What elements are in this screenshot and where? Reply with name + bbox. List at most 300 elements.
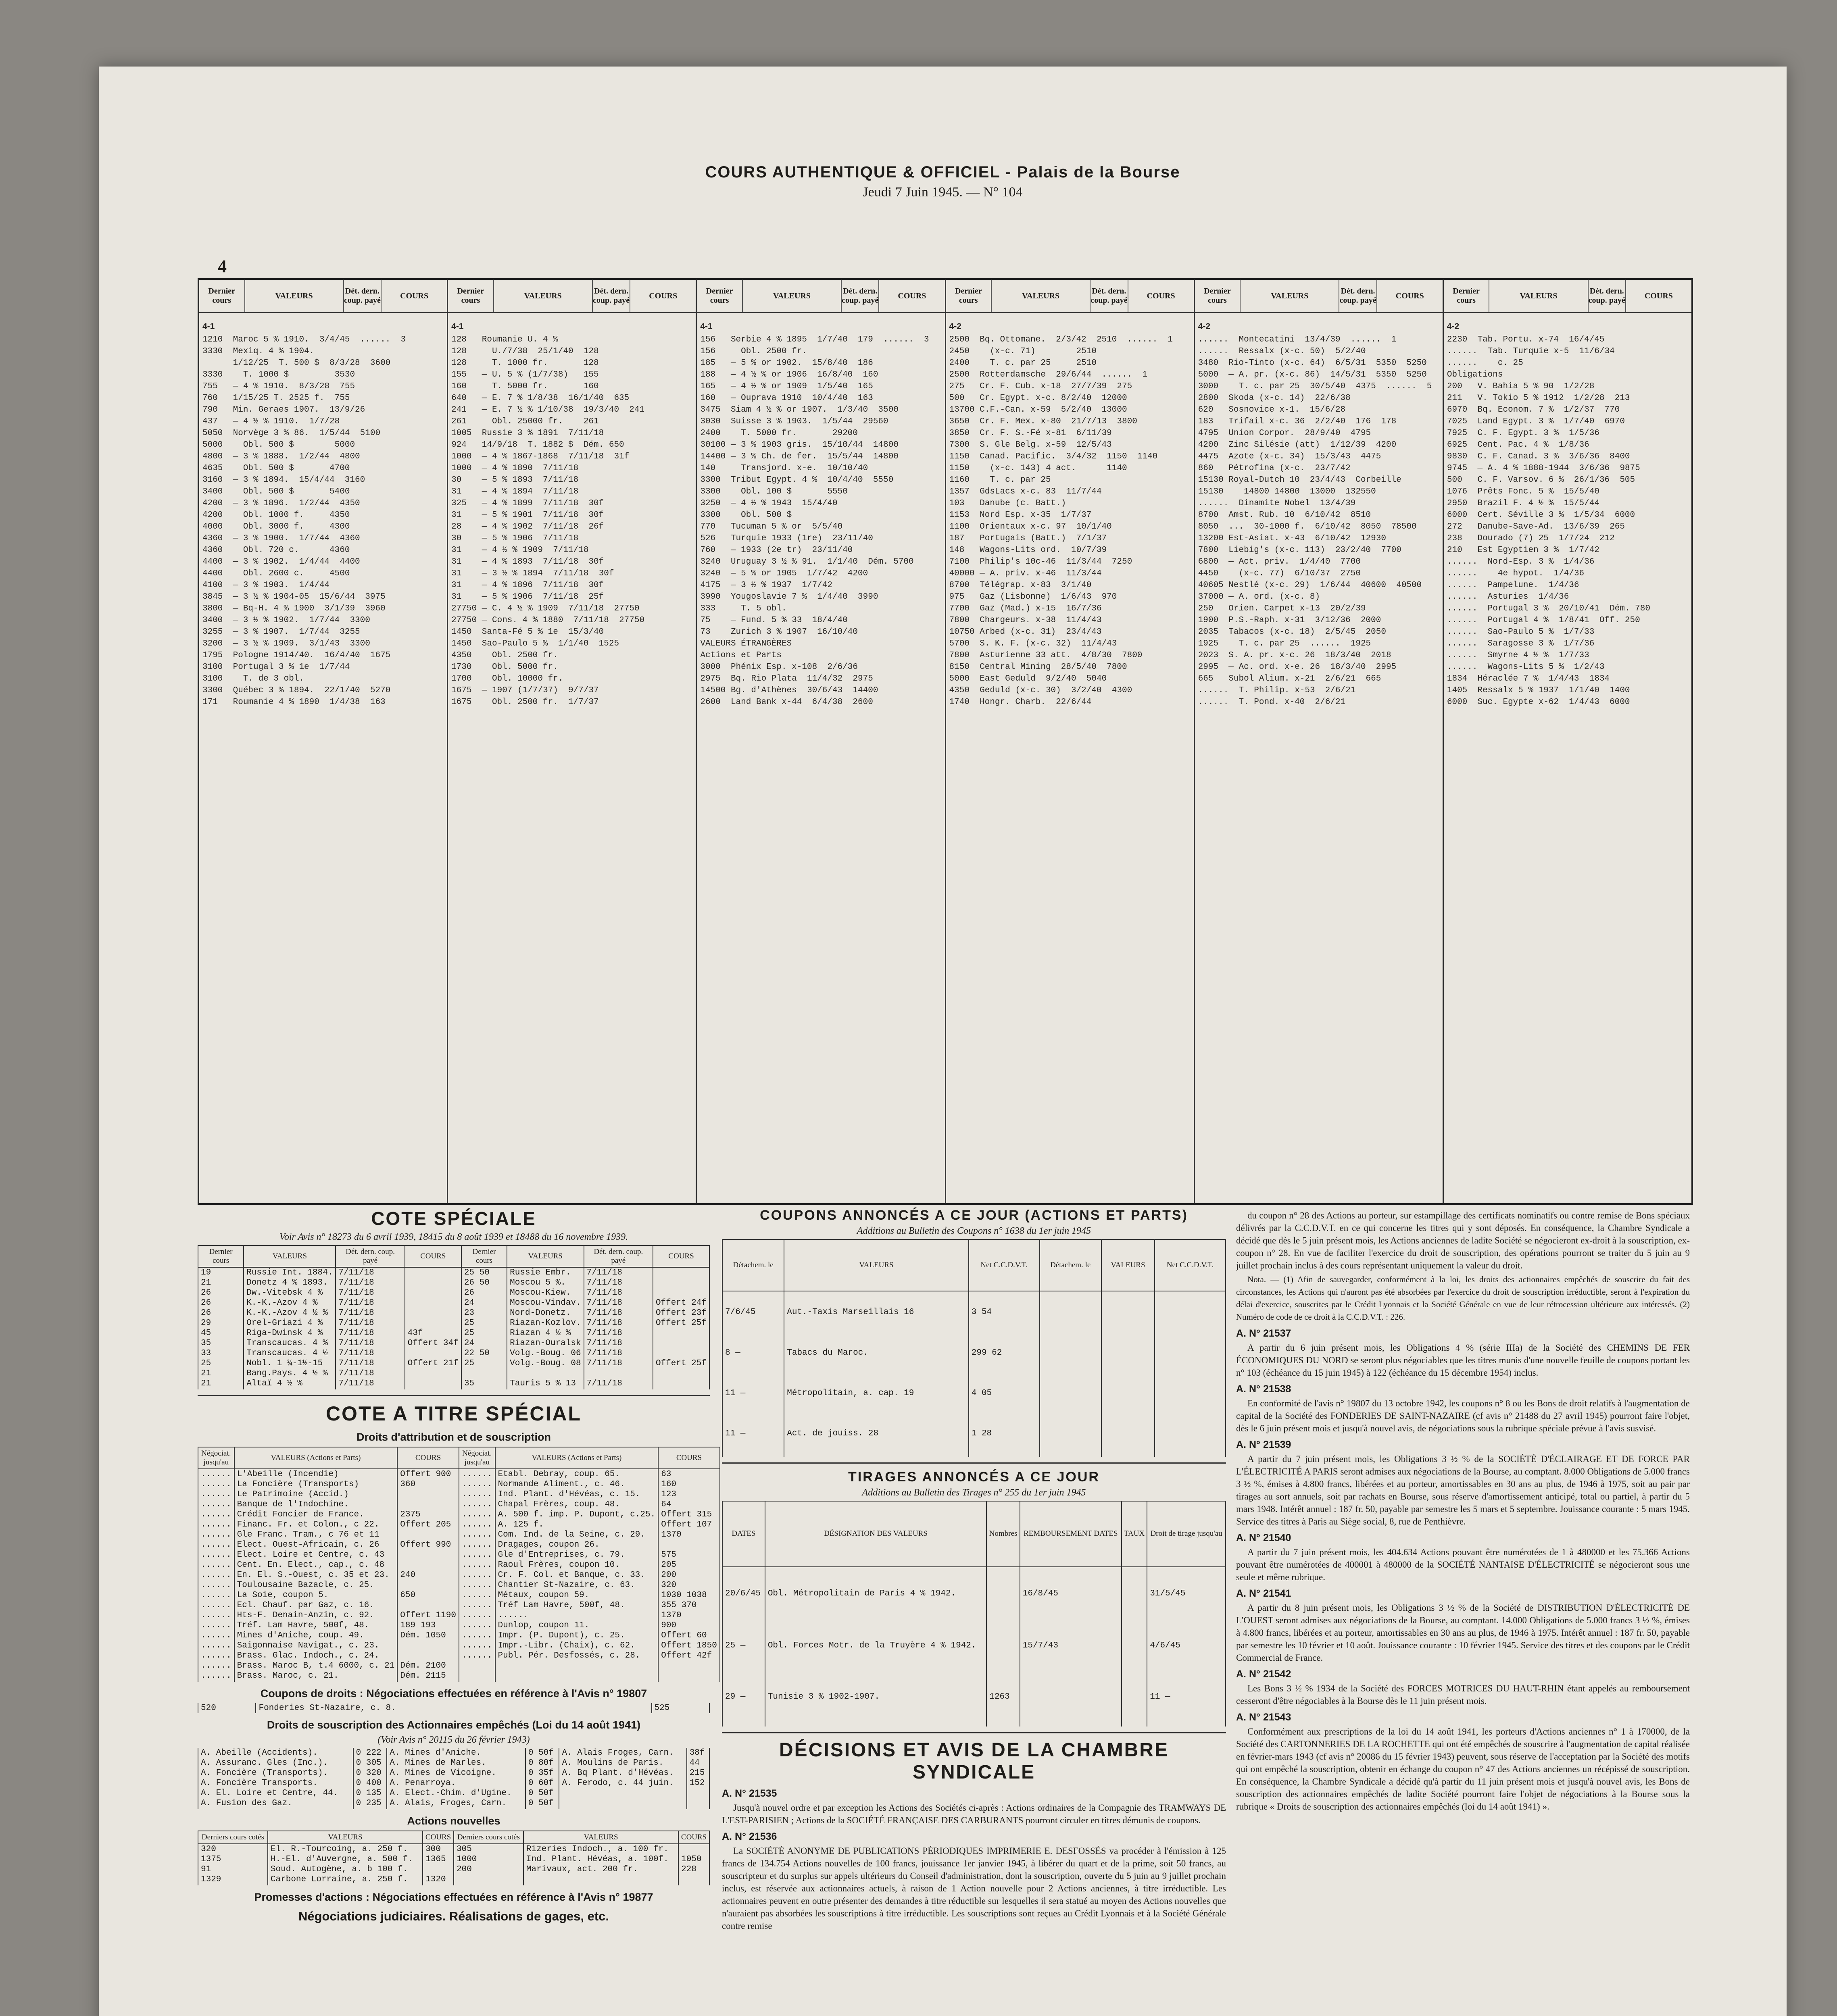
table-cell [653,1348,709,1358]
table-cell: 35 [461,1379,507,1389]
column-header: COURS [405,1245,461,1267]
quote-row: 1405 Ressalx 5 % 1937 1/1/40 1400 [1447,686,1630,695]
quote-row: 1834 Héraclée 7 % 1/4/43 1834 [1447,674,1610,683]
table-cell: 64 [658,1500,720,1510]
table-cell: ...... [198,1580,234,1590]
quote-row: 4450 (x-c. 77) 6/10/37 2750 [1198,569,1361,578]
quote-row: 1000 — 4 % 1890 7/11/18 [451,464,579,473]
table-cell: ...... [198,1610,234,1620]
column-header [448,280,696,313]
table-cell: 7/11/18 [336,1338,405,1348]
quote-row: 128 Roumanie U. 4 % [451,335,558,344]
table-cell: Dw.-Vitebsk 4 % [244,1288,336,1298]
table-cell: 11 — [1147,1671,1226,1722]
column-header: VALEURS [507,1245,584,1267]
table-cell: ...... [198,1530,234,1540]
quote-row: 1150 (x-c. 143) 4 act. 1140 [949,464,1127,473]
table-cell: Cr. F. Col. et Banque, c. 33. [495,1570,659,1580]
quote-list [1444,313,1691,714]
table-cell: Donetz 4 % 1893. [244,1278,336,1288]
table-cell: 45 [198,1328,244,1338]
table-cell: Offert 25f [653,1318,709,1328]
table-cell: 1263 [986,1671,1020,1722]
table-cell [423,1864,454,1874]
header-valeurs: VALEURS [245,280,344,312]
table-cell: A. 500 f. imp. P. Dupont, c.25. [495,1510,659,1520]
quote-row: 7800 Chargeurs. x-38 11/4/43 [949,616,1102,625]
quote-row: 3475 Siam 4 ½ % or 1907. 1/3/40 3500 [700,405,899,414]
table-cell [405,1308,461,1318]
cote-speciale-title: COTE SPÉCIALE [371,1208,536,1229]
table-cell: 0 60f [525,1778,559,1788]
table-cell: ...... [459,1500,495,1510]
quote-row: 3240 Uruguay 3 ½ % 91. 1/1/40 Dém. 5700 [700,557,914,566]
quote-row: 2975 Bq. Rio Plata 11/4/32 2975 [700,674,873,683]
column-header: Dernier cours [461,1245,507,1267]
header-row [722,1239,1226,1291]
table-cell: ...... [459,1580,495,1590]
quote-row: ...... Wagons-Lits 5 % 1/2/43 [1447,662,1605,672]
table-cell: 7/11/18 [336,1318,405,1328]
quote-row: 7800 Asturienne 33 att. 4/8/30 7800 [949,651,1143,660]
table-cell: Volg.-Boug. 08 [507,1358,584,1368]
market-column [946,280,1195,1203]
table-cell: 7/11/18 [584,1348,653,1358]
table-cell: Tabacs du Maroc. [784,1333,968,1373]
masthead [99,163,1787,200]
header-dernier: Dernier cours [946,280,992,312]
table-cell [1040,1291,1101,1333]
quote-row: 1210 Maroc 5 % 1910. 3/4/45 ...... 3 [202,335,406,344]
table-cell: Cent. En. Elect., cap., c. 48 [234,1560,398,1570]
table-cell: 205 [658,1560,720,1570]
quote-row: ...... Sao-Paulo 5 % 1/7/33 [1447,627,1595,637]
table-cell: 31/5/45 [1147,1567,1226,1620]
filler-row [198,1681,720,1682]
table-cell: Transcaucas. 4 ½ [244,1348,336,1358]
quote-row: 128 T. 1000 fr. 128 [451,358,599,368]
quote-row: 8700 Télégrap. x-83 3/1/40 [949,581,1092,590]
table-cell: 26 [198,1288,244,1298]
table-cell: 1365 [423,1854,454,1864]
header-dernier: Dernier cours [697,280,743,312]
table-cell [397,1489,459,1500]
table-cell: ...... [459,1489,495,1500]
table-cell: 25 50 [461,1267,507,1278]
table-cell: K.-K.-Azov 4 ½ % [244,1308,336,1318]
table-row [198,1469,720,1479]
table-cell: 7/11/18 [584,1318,653,1328]
table-cell: 7/11/18 [336,1328,405,1338]
table-row [198,1379,709,1389]
table-cell [1155,1413,1226,1454]
quote-row: 5700 S. K. F. (x-c. 32) 11/4/43 [949,639,1117,648]
table-cell: 7/11/18 [584,1298,653,1308]
table-cell: 215 [687,1768,709,1778]
quote-row: 15130 Royal-Dutch 10 23/4/43 Corbeille [1198,475,1401,485]
table-cell: 7/11/18 [336,1308,405,1318]
table-cell: 63 [658,1469,720,1479]
table-cell: ...... [459,1530,495,1540]
column-header: COURS [653,1245,709,1267]
table-row [198,1600,720,1610]
table-cell: ...... [198,1651,234,1661]
table-cell: 7/11/18 [336,1278,405,1288]
table-cell: Russie Int. 1884. [244,1267,336,1278]
quote-row: ...... Pampelune. 1/4/36 [1447,581,1579,590]
table-row [198,1540,720,1550]
quote-row: 7800 Liebig's (x-c. 113) 23/2/40 7700 [1198,546,1401,555]
table-row [198,1560,720,1570]
table-cell: 26 50 [461,1278,507,1288]
negociations-title: Négociations judiciaires. Réalisations de gages, etc. [298,1909,609,1923]
table-cell: Tréf. Lam Havre, 500f, 48. [234,1620,398,1631]
cote-titre-title: COTE A TITRE SPÉCIAL [325,1402,582,1425]
table-cell: 2375 [397,1510,459,1520]
middle-section [722,1208,1226,1934]
table-cell: Ind. Plant. Hévéas, a. 100f. [523,1854,678,1864]
table-cell: 38f [687,1748,709,1758]
table-cell: ...... [198,1540,234,1550]
quote-row: 128 U./7/38 25/1/40 128 [451,347,599,356]
table-cell [687,1788,709,1798]
table-cell: 300 [423,1844,454,1854]
table-row [198,1510,720,1520]
quote-row: 30 — 5 % 1893 7/11/18 [451,475,579,485]
cote-speciale-table [198,1245,710,1389]
table-row [198,1798,709,1808]
quote-row: 975 Gaz (Lisbonne) 1/6/43 970 [949,592,1117,602]
table-cell: Moscou-Vindav. [507,1298,584,1308]
table-cell: Brass. Maroc, c. 21. [234,1671,398,1681]
table-cell: 22 50 [461,1348,507,1358]
table-cell: 7/11/18 [584,1267,653,1278]
header-dernier: Dernier cours [448,280,494,312]
table-cell: 305 [454,1844,523,1854]
table-cell: Gle Franc. Tram., c 76 et 11 [234,1530,398,1540]
table-cell: 1030 1038 [658,1590,720,1600]
quote-row: 325 — 4 % 1899 7/11/18 30f [451,499,604,508]
header-valeurs: VALEURS [992,280,1091,312]
quote-row: 4800 — 3 % 1888. 1/2/44 4800 [202,452,360,461]
column-header: Net C.C.D.V.T. [969,1239,1040,1291]
column-header: Dét. dern. coup. payé [336,1245,405,1267]
table-cell [678,1874,709,1885]
quote-row: 183 Trifail x-c. 36 2/2/40 176 178 [1198,417,1397,426]
table-cell: Tunisie 3 % 1902-1907. [765,1671,986,1722]
quote-row: 1100 Orientaux x-c. 97 10/1/40 [949,522,1112,531]
table-cell: 320 [198,1844,268,1854]
quote-row: 620 Sosnovice x-1. 15/6/28 [1198,405,1346,414]
table-cell: ...... [459,1570,495,1580]
quote-row: 30100 — 3 % 1903 gris. 15/10/44 14800 [700,440,899,450]
quote-row: 1357 GdsLacs x-c. 83 11/7/44 [949,487,1102,496]
table-cell: Offert 42f [658,1651,720,1661]
quote-row: 140 Transjord. x-e. 10/10/40 [700,464,868,473]
header-row [198,1447,720,1469]
header-cours: COURS [1147,291,1175,300]
table-row [198,1758,709,1768]
table-cell: 123 [658,1489,720,1500]
quote-row: 4200 Obl. 1000 f. 4350 [202,510,350,520]
quote-row: 6000 Cert. Séville 3 % 1/5/34 6000 [1447,510,1635,520]
quote-row: 6970 Bq. Econom. 7 % 1/2/37 770 [1447,405,1620,414]
table-cell: Dém. 2100 [397,1661,459,1671]
table-row [722,1413,1226,1454]
column-header [946,280,1194,313]
table-row [198,1278,709,1288]
table-cell: A. Elect.-Chim. d'Ugine. [387,1788,525,1798]
table-cell [653,1379,709,1389]
table-row [722,1620,1226,1671]
table-cell: Russie Embr. [507,1267,584,1278]
table-cell: Mines d'Aniche, coup. 49. [234,1631,398,1641]
quote-row: 4200 Zinc Silésie (att) 1/12/39 4200 [1198,440,1397,450]
coupons-title: COUPONS ANNONCÉS A CE JOUR (ACTIONS ET PARTS) [760,1208,1188,1223]
quote-row: 14500 Bg. d'Athènes 30/6/43 14400 [700,686,878,695]
header-detach: Dét. dern. coup. payé [1091,280,1128,312]
quote-row: 2023 S. A. pr. x-c. 26 18/3/40 2018 [1198,651,1391,660]
table-cell: Riazan 4 ½ % [507,1328,584,1338]
quote-row: 2400 T. 5000 fr. 29200 [700,429,858,438]
table-cell: Riga-Dwinsk 4 % [244,1328,336,1338]
table-cell: ...... [198,1510,234,1520]
table-row [198,1580,720,1590]
quote-row: 1675 Obl. 2500 fr. 1/7/37 [451,698,599,707]
table-cell [397,1600,459,1610]
table-cell: Rizeries Indoch., a. 100 fr. [523,1844,678,1854]
table-cell: 299 62 [969,1333,1040,1373]
quote-row: 187 Portugais (Batt.) 7/1/37 [949,534,1107,543]
table-cell: ...... [198,1560,234,1570]
cote-titre-subtitle: Droits d'attribution et de souscription [357,1431,551,1443]
table-cell: La Soie, coupon 5. [234,1590,398,1600]
table-cell: Offert 107 [658,1520,720,1530]
quote-row: 2995 — Ac. ord. x-e. 26 18/3/40 2995 [1198,662,1397,672]
quote-row: 760 — 1933 (2e tr) 23/11/40 [700,546,853,555]
column-header: Négociat. jusqu'au [198,1447,234,1469]
quote-row: 188 — 4 ½ % or 1906 16/8/40 160 [700,370,878,379]
cote-speciale-section [198,1208,717,1927]
table-row [722,1373,1226,1413]
table-cell [653,1288,709,1298]
table-cell: 1320 [423,1874,454,1885]
column-header: DATES [722,1501,765,1567]
quote-row: 7300 S. Gle Belg. x-59 12/5/43 [949,440,1112,450]
table-cell: Offert 990 [397,1540,459,1550]
table-cell: ...... [459,1590,495,1600]
table-cell [397,1651,459,1661]
quote-row: 526 Turquie 1933 (1re) 23/11/40 [700,534,873,543]
market-column [448,280,697,1203]
quote-row: 2230 Tab. Portu. x-74 16/4/45 [1447,335,1605,344]
quote-row: 8150 Central Mining 28/5/40 7800 [949,662,1127,672]
page-number: 4 [218,256,227,276]
avis-number: A. N° 21539 [1236,1439,1291,1450]
table-cell: 228 [678,1864,709,1874]
column-header: TAUX [1122,1501,1147,1567]
quote-row: 755 — 4 % 1910. 8/3/28 755 [202,382,355,391]
table-cell: 23 [461,1308,507,1318]
header-detach: Dét. dern. coup. payé [344,280,382,312]
header-detach: Dét. dern. coup. payé [1589,280,1626,312]
table-cell: Volg.-Boug. 06 [507,1348,584,1358]
column-header: VALEURS [784,1239,968,1291]
table-cell [1101,1413,1155,1454]
quote-row: 3250 — 4 ½ % 1943 15/4/40 [700,499,838,508]
quote-row: 8050 ... 30-1000 f. 6/10/42 8050 78500 [1198,522,1417,531]
table-cell: 200 [454,1864,523,1874]
table-cell: A. 125 f. [495,1520,659,1530]
header-row [198,1831,709,1844]
quote-row: 790 Min. Geraes 1907. 13/9/26 [202,405,365,414]
table-cell: Obl. Forces Motr. de la Truyère 4 % 1942. [765,1620,986,1671]
header-detach: Dét. dern. coup. payé [593,280,630,312]
quote-row: 7100 Philip's 10c-46 11/3/44 7250 [949,557,1132,566]
column-header [1195,280,1443,313]
avis-number: A. N° 21540 [1236,1532,1291,1543]
column-header: REMBOURSEMENT DATES [1020,1501,1122,1567]
avis-column [1236,1208,1690,1814]
table-cell: Dunlop, coupon 11. [495,1620,659,1631]
table-cell [687,1798,709,1808]
quote-row: 6925 Cent. Pac. 4 % 1/8/36 [1447,440,1589,450]
market-quotations [198,278,1693,1205]
table-cell [459,1671,495,1681]
table-cell [1101,1373,1155,1413]
avis-body: En conformité de l'avis n° 19807 du 13 octobre 1942, les coupons n° 8 ou les Bons de droit relatifs à l'augmentation de capital de la Société des FONDERIES DE SAINT-NAZAIRE (cf avis n° 21488 du 27 avril 1945) pourront faire l'objet, dès le 6 juin présent mois et jusqu'à nouvel avis, de négociations sous la rubrique spéciale prévue à l'avis susvisé. [1236,1398,1690,1433]
table-row [198,1550,720,1560]
table-cell: A. Penarroya. [387,1778,525,1788]
table-cell: Obl. Métropolitain de Paris 4 % 1942. [765,1567,986,1620]
table-cell: Brass. Maroc B, t.4 6000, c. 21 [234,1661,398,1671]
table-cell: Publ. Pér. Desfossés, c. 28. [495,1651,659,1661]
quote-row: 31 — 4 % 1896 7/11/18 30f [451,581,604,590]
quote-row: 3850 Cr. F. S.-Fé x-81 6/11/39 [949,429,1112,438]
quote-row: 156 Obl. 2500 fr. [700,347,807,356]
table-cell: 16/8/45 [1020,1567,1122,1620]
table-cell: ...... [459,1469,495,1479]
column-header: VALEURS [244,1245,336,1267]
table-cell: 4 05 [969,1373,1040,1413]
avis-number: A. N° 21538 [1236,1383,1291,1395]
quote-row: 1/12/25 T. 500 $ 8/3/28 3600 [202,358,391,368]
quote-row: 31 — 5 % 1906 7/11/18 25f [451,592,604,602]
table-cell: Marivaux, act. 200 fr. [523,1864,678,1874]
table-cell: 7/11/18 [336,1368,405,1379]
quote-row: 27750 — Cons. 4 % 1880 7/11/18 27750 [451,616,645,625]
table-cell: 0 400 [353,1778,387,1788]
table-cell [653,1267,709,1278]
table-cell [397,1550,459,1560]
table-cell: 26 [198,1308,244,1318]
quote-row: 1740 Hongr. Charb. 22/6/44 [949,698,1092,707]
table-cell: 7/11/18 [336,1348,405,1358]
table-cell: ...... [459,1540,495,1550]
header-row [722,1501,1226,1567]
table-cell: 0 50f [525,1748,559,1758]
quote-row: 2600 Land Bank x-44 6/4/38 2600 [700,698,873,707]
avis-body: Jusqu'à nouvel ordre et par exception les Actions des Sociétés ci-après : Actions ordinaires de la Compagnie des TRAMWAYS DE L'EST-PARISIEN ; Actions de la SOCIÉTÉ FRANÇAISE DES CARBURANTS pourront circuler en titres démunis de coupons. [722,1803,1226,1825]
quote-row: 665 Subol Alium. x-21 2/6/21 665 [1198,674,1381,683]
table-cell [658,1661,720,1671]
table-cell: ...... [198,1641,234,1651]
quote-row: 7925 C. F. Egypt. 3 % 1/5/36 [1447,429,1599,438]
quote-row: 210 Est Egyptien 3 % 1/7/42 [1447,546,1599,555]
header-dernier: Dernier cours [1444,280,1490,312]
quote-row: 3330 T. 1000 $ 3530 [202,370,355,379]
issue-date: Jeudi 7 Juin 1945. — N° 104 [863,185,1023,200]
table-cell [986,1567,1020,1620]
table-cell [653,1338,709,1348]
table-row [198,1520,720,1530]
table-cell [405,1379,461,1389]
table-cell: 11 — [722,1413,784,1454]
table-cell: Offert 900 [397,1469,459,1479]
table-cell [523,1874,678,1885]
quote-row: 3160 — 3 % 1894. 15/4/44 3160 [202,475,365,485]
table-cell [405,1348,461,1358]
column-header: VALEURS [1101,1239,1155,1291]
quote-row: 924 14/9/18 T. 1882 $ Dém. 650 [451,440,624,450]
table-cell [1155,1333,1226,1373]
quote-row: 1153 Nord Esp. x-35 1/7/37 [949,510,1092,520]
header-dernier: Dernier cours [1195,280,1241,312]
column-header: Net C.C.D.V.T. [1155,1239,1226,1291]
table-cell: 20/6/45 [722,1567,765,1620]
quote-row: 3300 Obl. 100 $ 5550 [700,487,848,496]
column-header: VALEURS [523,1831,678,1844]
column-header: Dét. dern. coup. payé [584,1245,653,1267]
table-cell: Act. de jouiss. 28 [784,1413,968,1454]
table-cell: 189 193 [397,1620,459,1631]
group-label: 4-1 [700,322,713,331]
quote-row: 31 — 3 ½ % 1894 7/11/18 30f [451,569,614,578]
table-row [198,1298,709,1308]
table-row [198,1641,720,1651]
table-cell: 900 [658,1620,720,1631]
quote-list [1195,313,1443,714]
quote-row: 185 — 5 % or 1902. 15/8/40 186 [700,358,873,368]
column-header: Détachem. le [722,1239,784,1291]
table-cell: A. Fusion des Gaz. [198,1798,353,1808]
quote-row: 40000 — A. priv. x-46 11/3/44 [949,569,1102,578]
table-cell: Aut.-Taxis Marseillais 16 [784,1291,968,1333]
newspaper-page [99,67,1787,2016]
quote-row: 160 T. 5000 fr. 160 [451,382,599,391]
table-cell: A. Foncière (Transports). [198,1768,353,1778]
quote-row: 3200 — 3 ½ % 1909. 3/1/43 3300 [202,639,370,648]
table-cell: Altaï 4 ½ % [244,1379,336,1389]
quote-row: 2800 Skoda (x-c. 14) 22/6/38 [1198,394,1351,403]
quote-row: 3650 Cr. F. Mex. x-80 21/7/13 3800 [949,417,1137,426]
table-cell: 240 [397,1570,459,1580]
quote-row: 1700 Obl. 10000 fr. [451,674,563,683]
table-cell: 7/11/18 [584,1338,653,1348]
quote-row: 437 — 4 ½ % 1910. 1/7/28 [202,417,340,426]
quote-row: 4400 — 3 % 1902. 1/4/44 4400 [202,557,360,566]
quote-row: 3000 T. c. par 25 30/5/40 4375 ...... 5 [1198,382,1432,391]
quote-row: 1900 P.S.-Raph. x-31 3/12/36 2000 [1198,616,1381,625]
actions-nouvelles-title: Actions nouvelles [407,1815,500,1827]
quote-row: 171 Roumanie 4 % 1890 1/4/38 163 [202,698,386,707]
table-cell: 7/11/18 [336,1267,405,1278]
quote-row: 1076 Prêts Fonc. 5 % 15/5/40 [1447,487,1599,496]
quote-row: 6000 Suc. Egypte x-62 1/4/43 6000 [1447,698,1630,707]
column-header: Négociat. jusqu'au [459,1447,495,1469]
column-header: VALEURS [268,1831,423,1844]
quote-row: 5000 — A. pr. (x-c. 86) 14/5/31 5350 5250 [1198,370,1427,379]
